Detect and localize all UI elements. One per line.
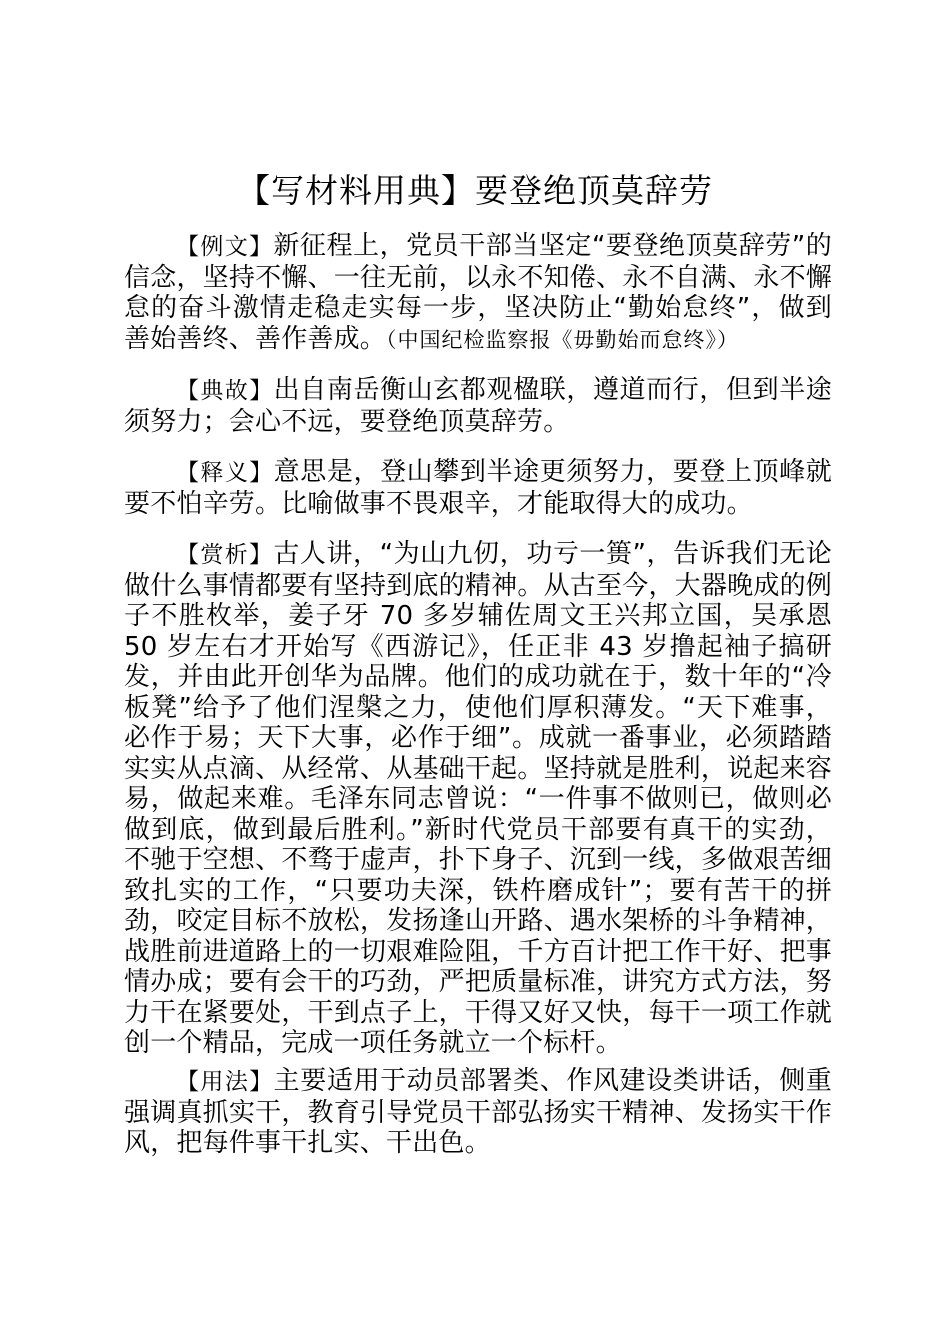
section-tag-meaning: 【释义】 [176, 460, 274, 486]
section-appreciation [124, 539, 832, 1059]
section-meaning [124, 457, 832, 519]
section-body-origin: 出自南岳衡山玄都观楹联，遵道而行，但到半途须努力；会心不远，要登绝顶莫辞劳。 [124, 375, 833, 437]
section-tag-usage: 【用法】 [176, 1069, 274, 1095]
source-citation: （中国纪检监察报《毋勤始而怠终》） [386, 327, 740, 352]
section-tag-origin: 【典故】 [176, 378, 274, 404]
section-body-appreciation: 古人讲，“为山九仞，功亏一篑”，告诉我们无论做什么事情都要有坚持到底的精神。从古至今，大器晚成的例子不胜枚举，姜子牙 70 多岁辅佐周文王兴邦立国，吴承恩 50 岁左右才开始写《西游记》，任正非 43 岁撸起袖子搞研发，并由此开创华为品牌。他们的成功就在于，数十年的“冷板凳”给予了他们涅槃之力，使他们厚积薄发。“天下难事，必作于易；天下大事，必作于细”。成就一番事业，必须踏踏实实从点滴、从经常、从基础干起。坚持就是胜利，说起来容易，做起来难。毛泽东同志曾说：“一件事不做则已，做则必做到底，做到最后胜利。”新时代党员干部要有真干的实劲，不驰于空想、不骛于虚声，扑下身子、沉到一线，多做艰苦细致扎实的工作，“只要功夫深，铁杵磨成针”；要有苦干的拼劲，咬定目标不放松，发扬逢山开路、遇水架桥的斗争精神，战胜前进道路上的一切艰难险阻，千方百计把工作干好、把事情办成；要有会干的巧劲，严把质量标准，讲究方式方法，努力干在紧要处，干到点子上，干得又好又快，每干一项工作就创一个精品，完成一项任务就立一个标杆。 [124, 539, 833, 1058]
section-tag-appreciation: 【赏析】 [176, 542, 274, 568]
section-tag-example: 【例文】 [176, 234, 274, 260]
document-title: 【写材料用典】要登绝顶莫辞劳 [237, 171, 713, 210]
section-example [124, 231, 832, 355]
section-body-example: 新征程上，党员干部当坚定“要登绝顶莫辞劳”的信念，坚持不懈、一往无前，以永不知倦、永不自满、永不懈怠的奋斗激情走稳走实每一步，坚决防止“勤始怠终”，做到善始善终、善作善成。 [124, 231, 833, 354]
section-body-usage: 主要适用于动员部署类、作风建设类讲话，侧重强调真抓实干，教育引导党员干部弘扬实干精神、发扬实干作风，把每件事干扎实、干出色。 [124, 1066, 833, 1158]
section-body-meaning: 意思是，登山攀到半途更须努力，要登上顶峰就要不怕辛劳。比喻做事不畏艰辛，才能取得大的成功。 [124, 457, 833, 519]
section-origin [124, 375, 832, 437]
section-usage [124, 1066, 832, 1159]
